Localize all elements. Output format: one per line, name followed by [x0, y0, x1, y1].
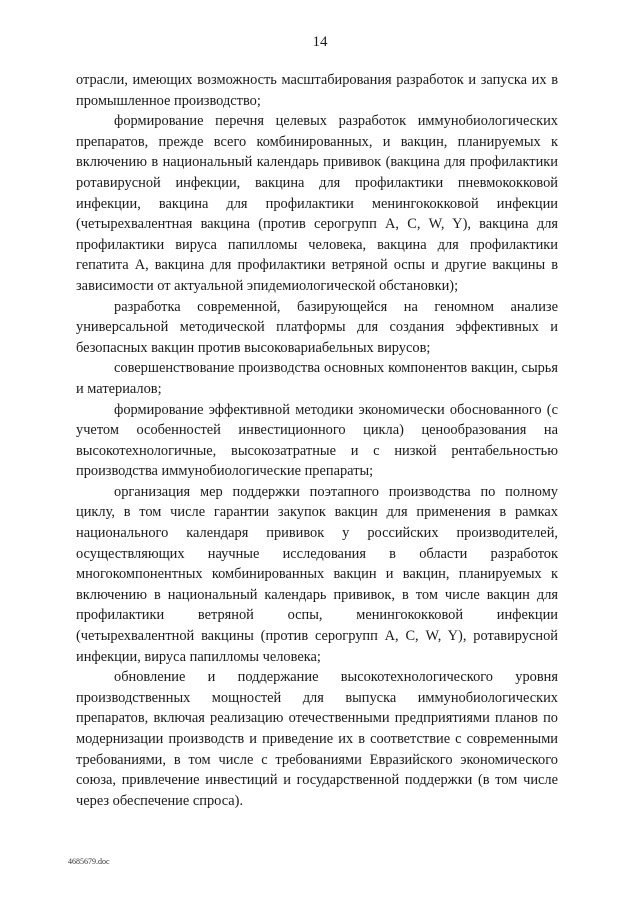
document-filename: 4685679.doc: [68, 857, 110, 866]
page-number: 14: [312, 34, 328, 50]
document-body: [76, 70, 558, 811]
paragraph-pricing-methodology: формирование эффективной методики экономически обоснованного (с учетом особенностей инвестиционного цикла) ценообразования на высокотехнологичные, высокозатратные и с низкой рентабельностью производства иммунобиологические препараты;: [76, 401, 558, 480]
paragraph-components-production: совершенствование производства основных компонентов вакцин, сырья и материалов;: [76, 360, 558, 397]
paragraph-modernization: обновление и поддержание высокотехнологического уровня производственных мощностей для выпуска иммунобиологических препаратов, включая реализацию отечественными предприятиями планов по модернизации производств и приведение их в соответствие с современными требованиями, в том числе с требованиями Евразийского экономического союза, привлечение инвестиций и государственной поддержки (в том числе через обеспечение спроса).: [76, 669, 558, 809]
paragraph-support-measures: организация мер поддержки поэтапного производства по полному циклу, в том числе гарантии закупок вакцин для применения в рамках национального календаря прививок у российских производителей, осуществляющих научные исследования в области разработок многокомпонентных комбинированных вакцин и вакцин, планируемых к включению в национальный календарь прививок, в том числе вакцин для профилактики ветряной оспы, менингококковой инфекции (четырехвалентной вакцины (против серогрупп А, С, W, Y), ротавирусной инфекции, вируса папилломы человека;: [76, 483, 558, 665]
paragraph-target-developments: формирование перечня целевых разработок иммунобиологических препаратов, прежде всего комбинированных, и вакцин, планируемых к включению в национальный календарь прививок (вакцина для профилактики ротавирусной инфекции, вакцина для профилактики пневмококковой инфекции, вакцина для профилактики менингококковой инфекции (четырехвалентная вакцина (против серогрупп А, С, W, Y), вакцина для профилактики вируса папилломы человека, вакцина для профилактики гепатита А, вакцина для профилактики ветряной оспы и другие вакцины в зависимости от актуальной эпидемиологической обстановки);: [76, 113, 558, 294]
paragraph-genomic-platform: разработка современной, базирующейся на геномном анализе универсальной методической платформы для создания эффективных и безопасных вакцин против высоковариабельных вирусов;: [76, 298, 558, 356]
paragraph-continuation: отрасли, имеющих возможность масштабирования разработок и запуска их в промышленное производство;: [76, 72, 558, 109]
